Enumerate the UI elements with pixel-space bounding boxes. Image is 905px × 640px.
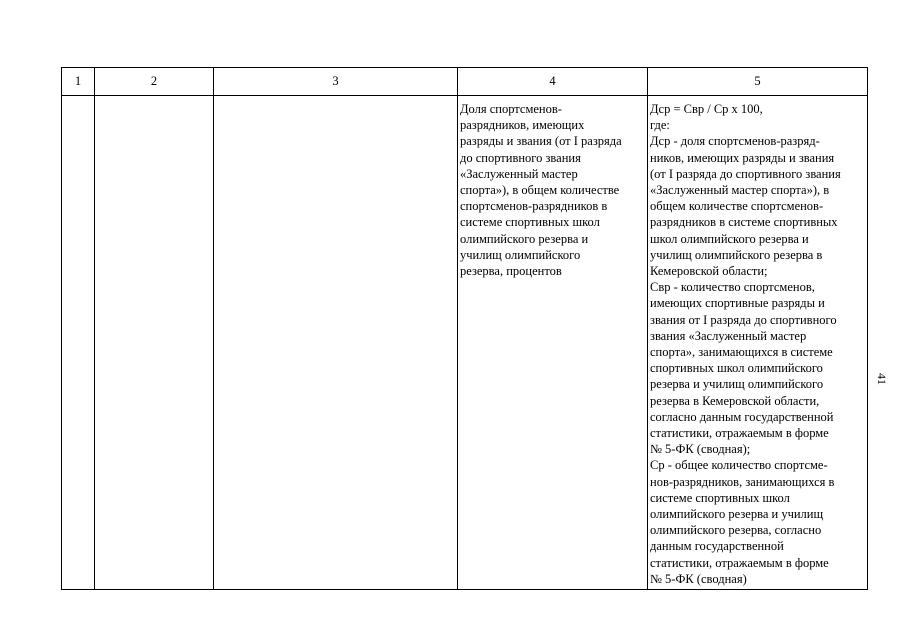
table-row bbox=[62, 96, 868, 590]
column-header-1: 1 bbox=[62, 68, 95, 96]
cell-text-col1 bbox=[62, 96, 94, 101]
indicator-table bbox=[61, 67, 868, 590]
table-cell-col1 bbox=[62, 96, 95, 590]
indicator-name-text: Доля спортсменов- разрядников, имеющих разряды и звания (от I разряда до спортивного звания «Заслуженный мастер спорта»), в общем количестве спортсменов-разрядников в системе спортивных школ олимпийского резерва и училищ олимпийского резерва, процентов bbox=[460, 102, 622, 279]
column-header-4: 4 bbox=[458, 68, 648, 96]
formula-description-text: Дср = Свр / Ср х 100, где: Дср - доля спортсменов-разряд- ников, имеющих разряды и звания (от I разряда до спортивного звания «Заслуженный мастер спорта»), в общем количестве спортсменов- разрядников в системе спортивных школ олимпийского резерва и училищ олимпийского резерва в Кемеровской области; Свр - количество спортсменов, имеющих спортивные разряды и звания от I разряда до спортивного звания «Заслуженный мастер спорта», занимающихся в системе спортивных школ олимпийского резерва и училищ олимпийского резерва в Кемеровской области, согласно данным государственной статистики, отражаемым в форме № 5-ФК (сводная); Ср - общее количество спортсме- нов-разрядников, занимающихся в системе спортивных школ олимпийского резерва и училищ олимпийского резерва, согласно данным государственной статистики, отражаемым в форме № 5-ФК (сводная) bbox=[650, 102, 841, 586]
cell-text-col3 bbox=[214, 96, 457, 101]
column-header-3: 3 bbox=[214, 68, 458, 96]
column-header-5: 5 bbox=[648, 68, 868, 96]
page-number: 41 bbox=[875, 373, 889, 385]
cell-text-col2 bbox=[95, 96, 213, 101]
table-cell-indicator-name bbox=[458, 96, 648, 590]
table-cell-col3 bbox=[214, 96, 458, 590]
table-header-row bbox=[62, 68, 868, 96]
table-cell-formula bbox=[648, 96, 868, 590]
table-cell-col2 bbox=[95, 96, 214, 590]
column-header-2: 2 bbox=[95, 68, 214, 96]
